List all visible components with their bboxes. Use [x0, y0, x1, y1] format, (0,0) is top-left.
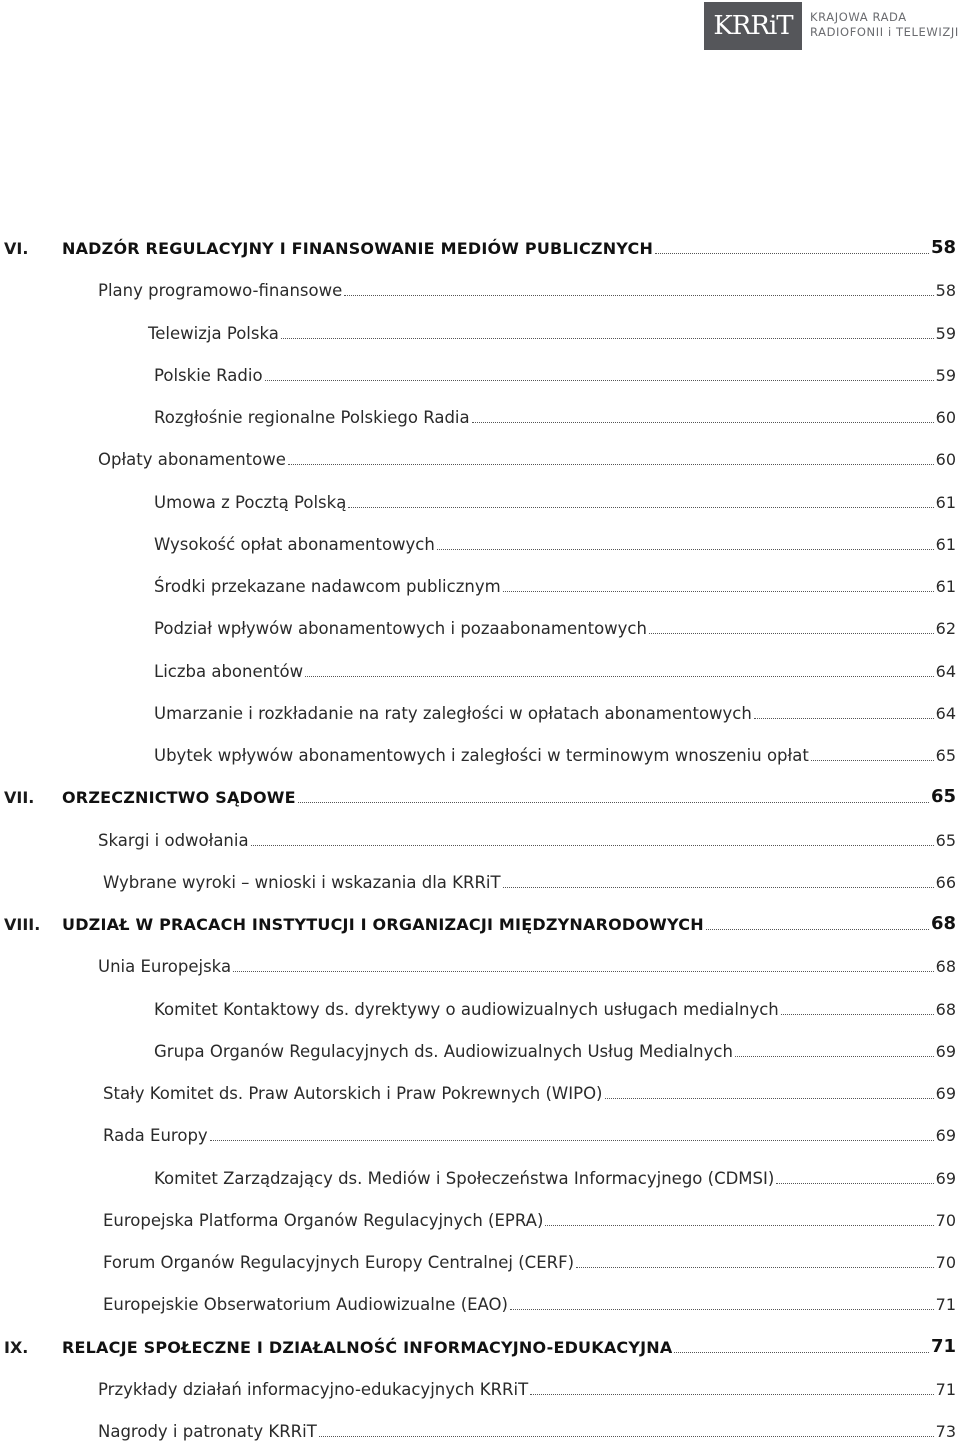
toc-title: Skargi i odwołania — [98, 831, 249, 850]
toc-title: Opłaty abonamentowe — [98, 450, 286, 469]
toc-leader-dots — [530, 1393, 933, 1395]
toc-chapter[interactable] — [4, 910, 956, 936]
toc-leader-dots — [298, 801, 929, 803]
toc-title: Umarzanie i rozkładanie na raty zaległości w opłatach abonamentowych — [154, 704, 752, 723]
toc-entry[interactable] — [154, 614, 956, 640]
toc-page-number: 65 — [935, 831, 956, 850]
toc-entry[interactable] — [154, 488, 956, 514]
toc-entry[interactable] — [103, 1121, 956, 1147]
toc-leader-dots — [510, 1308, 934, 1310]
toc-page-number: 70 — [935, 1211, 956, 1230]
toc-page-number: 73 — [935, 1422, 956, 1441]
toc-leader-dots — [344, 294, 933, 296]
toc-page-number: 71 — [930, 1336, 956, 1357]
toc-entry[interactable] — [103, 1248, 956, 1274]
toc-page-number: 61 — [935, 535, 956, 554]
toc-page-number: 65 — [935, 746, 956, 765]
toc-leader-dots — [472, 421, 934, 423]
toc-chapter-number: VIII. — [4, 915, 41, 934]
toc-page-number: 71 — [935, 1295, 956, 1314]
toc-title: Rozgłośnie regionalne Polskiego Radia — [154, 408, 470, 427]
toc-title: Europejskie Obserwatorium Audiowizualne (EAO) — [103, 1295, 508, 1314]
toc-page-number: 69 — [935, 1126, 956, 1145]
toc-title: Komitet Zarządzający ds. Mediów i Społeczeństwa Informacyjnego (CDMSI) — [154, 1169, 775, 1188]
toc-leader-dots — [319, 1435, 934, 1437]
toc-chapter-number: VI. — [4, 239, 29, 258]
toc-page-number: 65 — [930, 786, 956, 807]
toc-leader-dots — [251, 844, 934, 846]
toc-chapter-number: VII. — [4, 788, 35, 807]
toc-page-number: 61 — [935, 493, 956, 512]
toc-title: Grupa Organów Regulacyjnych ds. Audiowizualnych Usług Medialnych — [154, 1042, 733, 1061]
toc-entry[interactable] — [154, 995, 956, 1021]
logo-line-2: RADIOFONII i TELEWIZJI — [810, 25, 959, 39]
toc-leader-dots — [776, 1182, 933, 1184]
toc-leader-dots — [605, 1097, 934, 1099]
toc-page-number: 68 — [935, 1000, 956, 1019]
toc-page-number: 58 — [935, 281, 956, 300]
toc-title: NADZÓR REGULACYJNY I FINANSOWANIE MEDIÓW PUBLICZNYCH — [62, 239, 654, 258]
toc-entry[interactable] — [98, 445, 956, 471]
toc-title: Telewizja Polska — [148, 324, 279, 343]
toc-entry[interactable] — [148, 319, 956, 345]
toc-leader-dots — [754, 717, 934, 719]
toc-leader-dots — [288, 463, 934, 465]
toc-page-number: 66 — [935, 873, 956, 892]
toc-page-number: 69 — [935, 1169, 956, 1188]
toc-page-number: 59 — [935, 366, 956, 385]
toc-entry[interactable] — [98, 276, 956, 302]
toc-title: Rada Europy — [103, 1126, 208, 1145]
toc-leader-dots — [655, 252, 929, 254]
toc-entry[interactable] — [103, 1079, 956, 1105]
toc-entry[interactable] — [154, 572, 956, 598]
toc-entry[interactable] — [98, 1375, 956, 1401]
toc-page-number: 70 — [935, 1253, 956, 1272]
toc-leader-dots — [576, 1266, 934, 1268]
toc-title: UDZIAŁ W PRACACH INSTYTUCJI I ORGANIZACJI MIĘDZYNARODOWYCH — [62, 915, 704, 934]
toc-title: RELACJE SPOŁECZNE I DZIAŁALNOŚĆ INFORMACYJNO-EDUKACYJNA — [62, 1338, 673, 1357]
toc-page-number: 69 — [935, 1084, 956, 1103]
toc-page-number: 61 — [935, 577, 956, 596]
toc-leader-dots — [503, 590, 934, 592]
toc-chapter[interactable] — [4, 1333, 956, 1359]
toc-entry[interactable] — [103, 1206, 956, 1232]
toc-entry[interactable] — [103, 868, 956, 894]
toc-entry[interactable] — [154, 741, 956, 767]
toc-title: Forum Organów Regulacyjnych Europy Centralnej (CERF) — [103, 1253, 575, 1272]
logo-mark: KRRiT — [704, 2, 802, 50]
toc-leader-dots — [437, 548, 934, 550]
toc-page-number: 59 — [935, 324, 956, 343]
toc-page-number: 68 — [930, 913, 956, 934]
toc-title: Stały Komitet ds. Praw Autorskich i Praw Pokrewnych (WIPO) — [103, 1084, 603, 1103]
toc-title: Wybrane wyroki – wnioski i wskazania dla KRRiT — [103, 873, 501, 892]
toc-title: Środki przekazane nadawcom publicznym — [154, 577, 501, 596]
toc-page-number: 64 — [935, 704, 956, 723]
toc-leader-dots — [674, 1351, 928, 1353]
toc-leader-dots — [649, 632, 934, 634]
toc-leader-dots — [503, 886, 934, 888]
toc-entry[interactable] — [154, 699, 956, 725]
toc-entry[interactable] — [154, 1037, 956, 1063]
toc-entry[interactable] — [154, 657, 956, 683]
toc-leader-dots — [706, 928, 929, 930]
toc-title: Ubytek wpływów abonamentowych i zaległości w terminowym wnoszeniu opłat — [154, 746, 809, 765]
toc-leader-dots — [210, 1139, 934, 1141]
toc-title: ORZECZNICTWO SĄDOWE — [62, 788, 296, 807]
toc-title: Podział wpływów abonamentowych i pozaabonamentowych — [154, 619, 647, 638]
toc-leader-dots — [781, 1013, 934, 1015]
toc-entry[interactable] — [154, 1164, 956, 1190]
toc-page-number: 60 — [935, 408, 956, 427]
toc-page-number: 64 — [935, 662, 956, 681]
toc-leader-dots — [545, 1224, 933, 1226]
toc-title: Unia Europejska — [98, 957, 232, 976]
toc-title: Komitet Kontaktowy ds. dyrektywy o audiowizualnych usługach medialnych — [154, 1000, 779, 1019]
toc-page-number: 62 — [935, 619, 956, 638]
toc-page-number: 68 — [935, 957, 956, 976]
toc-title: Nagrody i patronaty KRRiT — [98, 1422, 317, 1441]
logo-wordmark — [810, 10, 959, 40]
toc-page-number: 71 — [935, 1380, 956, 1399]
toc-title: Umowa z Pocztą Polską — [154, 493, 347, 512]
toc-title: Wysokość opłat abonamentowych — [154, 535, 435, 554]
logo-line-1: KRAJOWA RADA — [810, 10, 907, 24]
krrit-logo — [704, 2, 960, 50]
toc-chapter[interactable] — [4, 234, 956, 260]
toc-leader-dots — [265, 379, 934, 381]
toc-entry[interactable] — [154, 361, 956, 387]
toc-entry[interactable] — [103, 1290, 956, 1316]
toc-leader-dots — [233, 970, 934, 972]
toc-leader-dots — [735, 1055, 934, 1057]
toc-page-number: 58 — [930, 237, 956, 258]
toc-leader-dots — [281, 337, 934, 339]
toc-entry[interactable] — [154, 530, 956, 556]
toc-page-number: 69 — [935, 1042, 956, 1061]
toc-chapter[interactable] — [4, 783, 956, 809]
toc-leader-dots — [348, 506, 933, 508]
toc-leader-dots — [305, 675, 933, 677]
toc-entry[interactable] — [98, 952, 956, 978]
toc-title: Przykłady działań informacyjno-edukacyjnych KRRiT — [98, 1380, 529, 1399]
toc-page-number: 60 — [935, 450, 956, 469]
toc-entry[interactable] — [98, 826, 956, 852]
toc-title: Plany programowo-finansowe — [98, 281, 343, 300]
toc-entry[interactable] — [98, 1417, 956, 1443]
toc-title: Polskie Radio — [154, 366, 263, 385]
toc-title: Europejska Platforma Organów Regulacyjnych (EPRA) — [103, 1211, 544, 1230]
toc-chapter-number: IX. — [4, 1338, 29, 1357]
toc-entry[interactable] — [154, 403, 956, 429]
toc-title: Liczba abonentów — [154, 662, 304, 681]
toc-leader-dots — [811, 759, 934, 761]
